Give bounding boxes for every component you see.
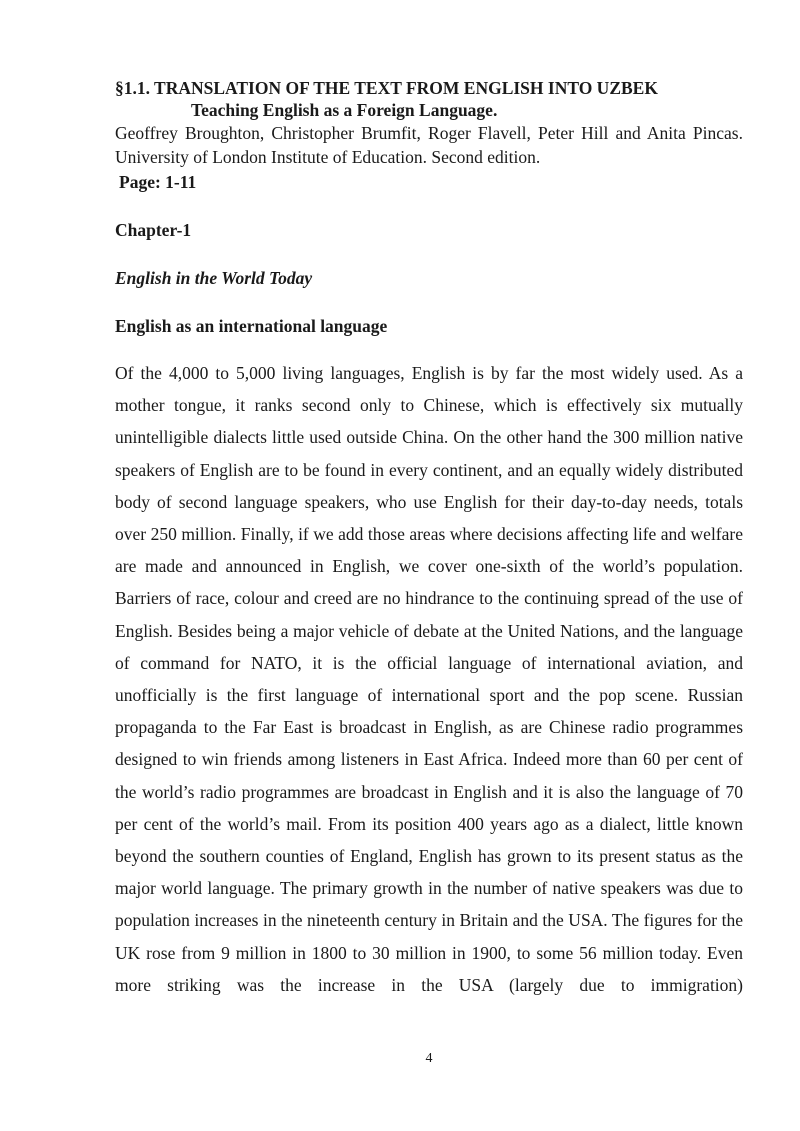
- body-paragraph: Of the 4,000 to 5,000 living languages, English is by far the most widely used. As a mother tongue, it ranks second only to Chinese, which is effectively six mutually unintelligible dialects little used outside China. On the other hand the 300 million native speakers of English are to be found in every continent, and an equally widely distributed body of second language speakers, who use English for their day-to-day needs, totals over 250 million. Finally, if we add those areas where decisions affecting life and welfare are made and announced in English, we cover one-sixth of the world’s population. Barriers of race, colour and creed are no hindrance to the continuing spread of the use of English. Besides being a major vehicle of debate at the United Nations, and the language of command for NATO, it is the official language of international aviation, and unofficially is the first language of international sport and the pop scene. Russian propaganda to the Far East is broadcast in English, as are Chinese radio programmes designed to win friends among listeners in East Africa. Indeed more than 60 per cent of the world’s radio programmes are broadcast in English and it is also the language of 70 per cent of the world’s mail. From its position 400 years ago as a dialect, little known beyond the southern counties of England, English has grown to its present status as the major world language. The primary growth in the number of native speakers was due to population increases in the nineteenth century in Britain and the USA. The figures for the UK rose from 9 million in 1800 to 30 million in 1900, to some 56 million today. Even more striking was the increase in the USA (largely due to immigration): [115, 363, 743, 995]
- authors-line: Geoffrey Broughton, Christopher Brumfit, Roger Flavell, Peter Hill and Anita Pincas. University of London Institute of Education. Second edition.: [115, 123, 743, 167]
- book-title: Teaching English as a Foreign Language.: [191, 100, 498, 120]
- subsection-title: English as an international language: [115, 316, 388, 336]
- page-content: [115, 77, 743, 1001]
- chapter-title: English in the World Today: [115, 268, 313, 288]
- chapter-label: Chapter-1: [115, 220, 192, 240]
- page-number: 4: [425, 1051, 433, 1066]
- pages-line: Page: 1-11: [119, 172, 197, 192]
- section-heading: §1.1. TRANSLATION OF THE TEXT FROM ENGLISH INTO UZBEK: [115, 78, 658, 98]
